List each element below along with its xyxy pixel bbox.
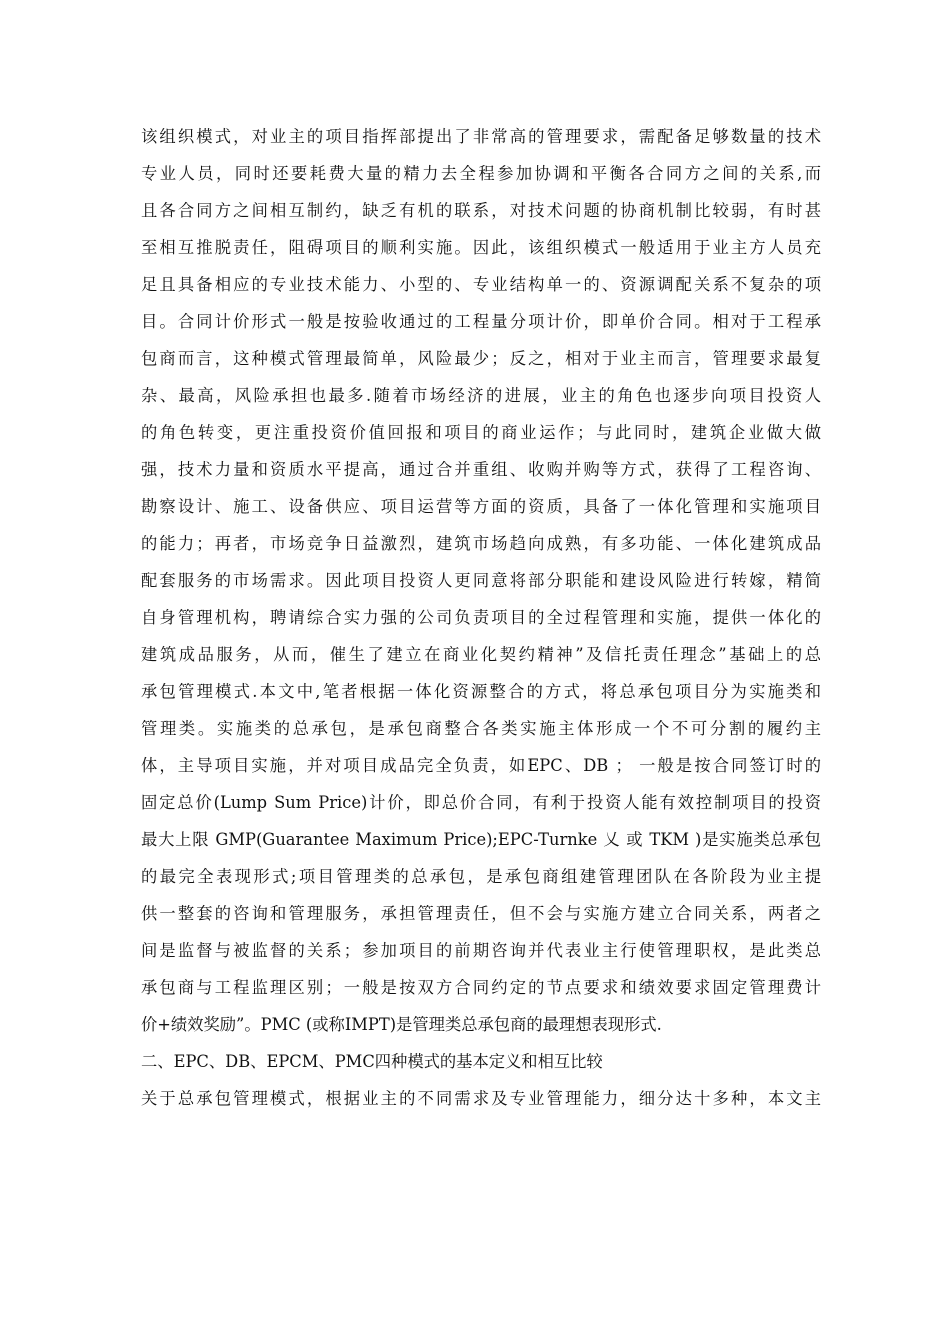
paragraph-line: 最大上限 GMP(Guarantee Maximum Price);EPC-Turnke 乂 或 TKM )是实施类总承包: [141, 830, 821, 849]
paragraph-line: 至相互推脱责任，阻碍项目的顺利实施。因此，该组织模式一般适用于业主方人员充: [141, 238, 821, 257]
paragraph-line: 勘察设计、施工、设备供应、项目运营等方面的资质，具备了一体化管理和实施项目: [141, 497, 821, 516]
paragraph-line: 承包管理模式.本文中,笔者根据一体化资源整合的方式，将总承包项目分为实施类和: [141, 682, 821, 701]
paragraph-line: 配套服务的市场需求。因此项目投资人更同意将部分职能和建设风险进行转嫁，精简: [141, 571, 821, 590]
paragraph-line: 承包商与工程监理区别；一般是按双方合同约定的节点要求和绩效要求固定管理费计: [141, 978, 821, 997]
paragraph-line: 且各合同方之间相互制约，缺乏有机的联系，对技术问题的协商机制比较弱，有时甚: [141, 201, 821, 220]
paragraph-line: 价+绩效奖励”。PMC (或称IMPT)是管理类总承包商的最理想表现形式.: [141, 1015, 662, 1034]
paragraph-line: 间是监督与被监督的关系；参加项目的前期咨询并代表业主行使管理职权，是此类总: [141, 941, 821, 960]
paragraph-line: 包商而言，这种模式管理最简单，风险最少；反之，相对于业主而言，管理要求最复: [141, 349, 821, 368]
paragraph-line: 足且具备相应的专业技术能力、小型的、专业结构单一的、资源调配关系不复杂的项: [141, 275, 821, 294]
paragraph-line: 的能力；再者，市场竞争日益激烈，建筑市场趋向成熟，有多功能、一体化建筑成品: [141, 534, 821, 553]
section-heading: 二、EPC、DB、EPCM、PMC四种模式的基本定义和相互比较: [141, 1052, 603, 1071]
paragraph-line: 管理类。实施类的总承包，是承包商整合各类实施主体形成一个不可分割的履约主: [141, 719, 821, 738]
paragraph-line: 体，主导项目实施，并对项目成品完全负责，如EPC、DB ； 一般是按合同签订时的: [141, 756, 821, 775]
paragraph-line: 该组织模式，对业主的项目指挥部提出了非常高的管理要求，需配备足够数量的技术: [141, 127, 821, 146]
paragraph-line: 杂、最高，风险承担也最多.随着市场经济的进展，业主的角色也逐步向项目投资人: [141, 386, 821, 405]
paragraph-line: 自身管理机构，聘请综合实力强的公司负责项目的全过程管理和实施，提供一体化的: [141, 608, 821, 627]
paragraph-line: 专业人员，同时还要耗费大量的精力去全程参加协调和平衡各合同方之间的关系,而: [141, 164, 821, 183]
paragraph-line: 的角色转变，更注重投资价值回报和项目的商业运作；与此同时，建筑企业做大做: [141, 423, 821, 442]
paragraph-line: 的最完全表现形式;项目管理类的总承包，是承包商组建管理团队在各阶段为业主提: [141, 867, 821, 886]
paragraph-line: 目。合同计价形式一般是按验收通过的工程量分项计价，即单价合同。相对于工程承: [141, 312, 821, 331]
paragraph-line: 固定总价(Lump Sum Price)计价，即总价合同，有利于投资人能有效控制项目的投资: [141, 793, 821, 812]
paragraph-line: 建筑成品服务，从而，催生了建立在商业化契约精神”及信托责任理念”基础上的总: [141, 645, 821, 664]
paragraph-line: 关于总承包管理模式，根据业主的不同需求及专业管理能力，细分达十多种，本文主: [141, 1089, 821, 1108]
paragraph-line: 供一整套的咨询和管理服务，承担管理责任，但不会与实施方建立合同关系，两者之: [141, 904, 821, 923]
paragraph-line: 强，技术力量和资质水平提高，通过合并重组、收购并购等方式，获得了工程咨询、: [141, 460, 821, 479]
